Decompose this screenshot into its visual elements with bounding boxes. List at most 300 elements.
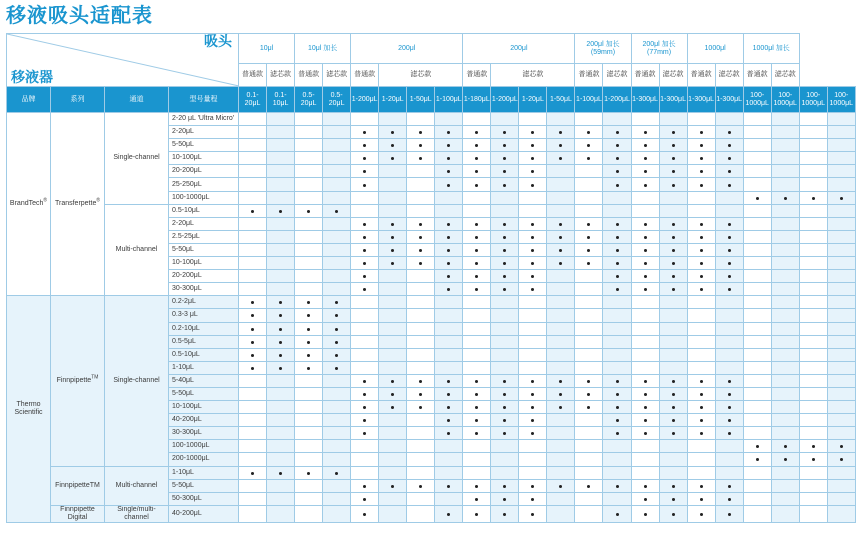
compat-cell (547, 374, 575, 387)
tip-subtype-header: 滤芯款 (603, 64, 631, 87)
tip-group-header: 200μl 加长 (77mm) (631, 34, 687, 64)
compat-cell (631, 361, 659, 374)
compatible-dot-icon (644, 513, 647, 516)
compat-cell (603, 270, 631, 283)
compat-cell (659, 309, 687, 322)
compat-cell (351, 466, 379, 479)
compat-cell (799, 309, 827, 322)
tip-group-header: 1000μl 加长 (743, 34, 799, 64)
compatible-dot-icon (503, 380, 506, 383)
compatible-dot-icon (503, 131, 506, 134)
compatible-dot-icon (447, 406, 450, 409)
compat-cell (603, 126, 631, 139)
compatible-dot-icon (475, 131, 478, 134)
compat-cell (743, 126, 771, 139)
compatible-dot-icon (475, 144, 478, 147)
compat-cell (295, 217, 323, 230)
compat-cell (491, 401, 519, 414)
compat-cell (687, 139, 715, 152)
compatible-dot-icon (447, 288, 450, 291)
compatible-dot-icon (447, 170, 450, 173)
compat-cell (351, 257, 379, 270)
compatible-dot-icon (391, 262, 394, 265)
compatible-dot-icon (363, 380, 366, 383)
compat-cell (295, 270, 323, 283)
compat-cell (827, 126, 855, 139)
compat-cell (407, 113, 435, 126)
compat-cell (435, 217, 463, 230)
compat-cell (743, 492, 771, 505)
compat-cell (379, 414, 407, 427)
compat-cell (435, 165, 463, 178)
compat-cell (827, 387, 855, 400)
compat-cell (827, 165, 855, 178)
compat-cell (407, 387, 435, 400)
compat-cell (407, 204, 435, 217)
compat-cell (267, 230, 295, 243)
compat-cell (295, 387, 323, 400)
compat-cell (323, 217, 351, 230)
compat-cell (715, 178, 743, 191)
compat-cell (267, 453, 295, 466)
compat-cell (351, 414, 379, 427)
compat-cell (407, 492, 435, 505)
compat-cell (799, 152, 827, 165)
compat-cell (323, 270, 351, 283)
compat-cell (771, 191, 799, 204)
tip-subtype-header: 滤芯款 (323, 64, 351, 87)
compat-cell (435, 427, 463, 440)
compatible-dot-icon (279, 301, 282, 304)
compat-cell (715, 126, 743, 139)
compat-cell (407, 401, 435, 414)
compat-cell (715, 152, 743, 165)
compatible-dot-icon (391, 144, 394, 147)
compat-cell (771, 243, 799, 256)
tip-range-header: 1-100μL (435, 87, 463, 113)
compat-cell (491, 374, 519, 387)
compat-cell (659, 387, 687, 400)
compat-cell (491, 387, 519, 400)
compat-cell (547, 257, 575, 270)
compat-cell (407, 257, 435, 270)
compat-cell (295, 126, 323, 139)
model-range-cell: 5-50μL (169, 139, 239, 152)
compatible-dot-icon (447, 184, 450, 187)
compat-cell (463, 217, 491, 230)
compat-cell (519, 387, 547, 400)
compat-cell (407, 165, 435, 178)
compat-cell (715, 492, 743, 505)
compat-cell (603, 283, 631, 296)
compat-cell (631, 440, 659, 453)
compat-cell (659, 283, 687, 296)
compatible-dot-icon (363, 184, 366, 187)
compatible-dot-icon (559, 406, 562, 409)
compat-cell (771, 374, 799, 387)
header-row-tip-groups (7, 34, 856, 64)
compat-cell (519, 479, 547, 492)
compat-cell (575, 322, 603, 335)
compat-cell (827, 257, 855, 270)
compat-cell (379, 348, 407, 361)
compat-cell (323, 387, 351, 400)
compat-cell (827, 113, 855, 126)
compatible-dot-icon (363, 144, 366, 147)
compat-cell (491, 270, 519, 283)
compatible-dot-icon (279, 367, 282, 370)
compatible-dot-icon (700, 380, 703, 383)
table-row (7, 113, 856, 126)
compatible-dot-icon (531, 236, 534, 239)
compatible-dot-icon (672, 513, 675, 516)
channel-cell: Single-channel (105, 296, 169, 466)
compat-cell (463, 505, 491, 522)
compat-cell (715, 427, 743, 440)
compatible-dot-icon (447, 131, 450, 134)
compat-cell (799, 139, 827, 152)
compat-cell (491, 492, 519, 505)
compatible-dot-icon (559, 485, 562, 488)
compatible-dot-icon (531, 498, 534, 501)
series-cell (51, 113, 105, 296)
compat-cell (743, 414, 771, 427)
compatible-dot-icon (335, 341, 338, 344)
compat-cell (687, 387, 715, 400)
compat-cell (799, 492, 827, 505)
compatible-dot-icon (587, 236, 590, 239)
compat-cell (715, 296, 743, 309)
compatible-dot-icon (475, 275, 478, 278)
compat-cell (295, 361, 323, 374)
compatible-dot-icon (700, 406, 703, 409)
compat-cell (743, 427, 771, 440)
compatible-dot-icon (391, 249, 394, 252)
compatible-dot-icon (251, 328, 254, 331)
compat-cell (771, 427, 799, 440)
compatible-dot-icon (812, 197, 815, 200)
compat-cell (575, 348, 603, 361)
tip-group-header: 200μl 加长 (59mm) (575, 34, 631, 64)
compat-cell (575, 309, 603, 322)
compat-cell (463, 466, 491, 479)
compat-cell (323, 335, 351, 348)
compat-cell (379, 139, 407, 152)
compatible-dot-icon (531, 406, 534, 409)
compat-cell (631, 126, 659, 139)
compat-cell (435, 296, 463, 309)
compat-cell (407, 309, 435, 322)
brand-reg-mark: ® (43, 197, 48, 204)
compat-cell (827, 361, 855, 374)
compat-cell (323, 348, 351, 361)
compat-cell (435, 361, 463, 374)
compat-cell (603, 322, 631, 335)
compat-cell (267, 243, 295, 256)
compatible-dot-icon (728, 380, 731, 383)
compatible-dot-icon (307, 341, 310, 344)
compat-cell (435, 204, 463, 217)
compat-cell (743, 243, 771, 256)
compat-cell (603, 296, 631, 309)
compat-cell (295, 165, 323, 178)
compatible-dot-icon (503, 184, 506, 187)
compatible-dot-icon (363, 513, 366, 516)
compat-cell (743, 335, 771, 348)
compat-cell (435, 309, 463, 322)
compat-cell (743, 348, 771, 361)
compat-cell (379, 322, 407, 335)
compat-cell (715, 466, 743, 479)
compat-cell (463, 492, 491, 505)
compat-cell (631, 257, 659, 270)
tip-range-header: 1-20μL (379, 87, 407, 113)
compat-cell (659, 204, 687, 217)
compatible-dot-icon (672, 380, 675, 383)
compat-cell (659, 296, 687, 309)
compat-cell (267, 178, 295, 191)
compat-cell (463, 152, 491, 165)
compatible-dot-icon (616, 393, 619, 396)
compat-cell (631, 204, 659, 217)
compat-cell (715, 453, 743, 466)
compatible-dot-icon (475, 485, 478, 488)
compatible-dot-icon (447, 432, 450, 435)
compat-cell (267, 361, 295, 374)
compat-cell (799, 335, 827, 348)
compat-cell (659, 361, 687, 374)
compat-cell (603, 191, 631, 204)
compat-cell (603, 492, 631, 505)
compat-cell (379, 126, 407, 139)
compat-cell (407, 466, 435, 479)
compatible-dot-icon (419, 393, 422, 396)
compat-cell (295, 113, 323, 126)
compatible-dot-icon (644, 131, 647, 134)
compat-cell (575, 335, 603, 348)
compat-cell (659, 479, 687, 492)
compat-cell (715, 387, 743, 400)
compatible-dot-icon (672, 184, 675, 187)
compat-cell (687, 492, 715, 505)
compatible-dot-icon (419, 485, 422, 488)
compatible-dot-icon (728, 432, 731, 435)
tip-range-header: 0.1-10μL (267, 87, 295, 113)
tip-range-header: 1-300μL (659, 87, 687, 113)
compat-cell (771, 440, 799, 453)
compat-cell (687, 322, 715, 335)
compatible-dot-icon (363, 249, 366, 252)
compat-cell (631, 322, 659, 335)
compat-cell (295, 348, 323, 361)
compat-cell (799, 191, 827, 204)
compat-cell (407, 152, 435, 165)
model-range-cell: 10-100μL (169, 152, 239, 165)
compat-cell (463, 335, 491, 348)
compat-cell (603, 374, 631, 387)
compatible-dot-icon (279, 314, 282, 317)
compat-cell (827, 374, 855, 387)
column-header: 品牌 (7, 87, 51, 113)
compat-cell (351, 217, 379, 230)
compat-cell (407, 361, 435, 374)
compat-cell (771, 309, 799, 322)
compat-cell (435, 230, 463, 243)
compat-cell (267, 309, 295, 322)
compat-cell (267, 401, 295, 414)
compat-cell (463, 322, 491, 335)
compat-cell (799, 270, 827, 283)
compatible-dot-icon (531, 380, 534, 383)
compat-cell (659, 243, 687, 256)
compatible-dot-icon (728, 262, 731, 265)
compatible-dot-icon (335, 354, 338, 357)
compat-cell (295, 479, 323, 492)
compat-cell (351, 374, 379, 387)
compat-cell (323, 204, 351, 217)
compat-cell (547, 152, 575, 165)
compat-cell (631, 374, 659, 387)
compat-cell (379, 309, 407, 322)
compat-cell (491, 204, 519, 217)
compat-cell (743, 505, 771, 522)
compat-cell (463, 283, 491, 296)
compat-cell (771, 453, 799, 466)
table-row (7, 466, 856, 479)
model-range-cell: 40-200μL (169, 414, 239, 427)
series-cell (51, 505, 105, 522)
compat-cell (463, 361, 491, 374)
compat-cell (771, 217, 799, 230)
compatible-dot-icon (728, 249, 731, 252)
compat-cell (239, 152, 267, 165)
compat-cell (379, 401, 407, 414)
compat-cell (407, 427, 435, 440)
compat-cell (547, 126, 575, 139)
compat-cell (463, 296, 491, 309)
compatible-dot-icon (419, 144, 422, 147)
compat-cell (547, 178, 575, 191)
compat-cell (771, 296, 799, 309)
compat-cell (463, 387, 491, 400)
compatible-dot-icon (672, 393, 675, 396)
compatible-dot-icon (700, 236, 703, 239)
compat-cell (267, 296, 295, 309)
compat-cell (687, 505, 715, 522)
compat-cell (491, 178, 519, 191)
compat-cell (659, 335, 687, 348)
compat-cell (407, 178, 435, 191)
compat-cell (771, 322, 799, 335)
compat-cell (743, 165, 771, 178)
compat-cell (295, 243, 323, 256)
compat-cell (295, 139, 323, 152)
compatible-dot-icon (531, 393, 534, 396)
model-range-cell: 1-10μL (169, 361, 239, 374)
compat-cell (239, 178, 267, 191)
compatible-dot-icon (503, 223, 506, 226)
compat-cell (519, 348, 547, 361)
compat-cell (659, 374, 687, 387)
compat-cell (435, 270, 463, 283)
compat-cell (407, 191, 435, 204)
compat-cell (659, 270, 687, 283)
tip-subtype-header: 滤芯款 (659, 64, 687, 87)
tip-axis-label: 吸头 (204, 34, 232, 50)
tip-range-header: 0.1-20μL (239, 87, 267, 113)
compatible-dot-icon (559, 236, 562, 239)
compat-cell (463, 453, 491, 466)
model-range-cell: 10-100μL (169, 401, 239, 414)
compatible-dot-icon (756, 458, 759, 461)
compat-cell (659, 505, 687, 522)
compat-cell (687, 374, 715, 387)
compatible-dot-icon (531, 144, 534, 147)
tip-subtype-header: 滤芯款 (715, 64, 743, 87)
compat-cell (239, 283, 267, 296)
compatible-dot-icon (531, 170, 534, 173)
compat-cell (547, 204, 575, 217)
compat-cell (435, 322, 463, 335)
model-range-cell: 5-40μL (169, 374, 239, 387)
compatible-dot-icon (728, 131, 731, 134)
compat-cell (827, 283, 855, 296)
compat-cell (687, 414, 715, 427)
series-cell (51, 466, 105, 505)
compat-cell (351, 191, 379, 204)
compat-cell (631, 165, 659, 178)
compat-cell (547, 296, 575, 309)
compat-cell (715, 440, 743, 453)
tip-subtype-header: 普通款 (575, 64, 603, 87)
compat-cell (239, 361, 267, 374)
tip-range-header: 100-1000μL (771, 87, 799, 113)
compat-cell (519, 270, 547, 283)
compat-cell (659, 165, 687, 178)
compat-cell (407, 217, 435, 230)
compat-cell (603, 427, 631, 440)
compat-cell (687, 309, 715, 322)
compat-cell (267, 387, 295, 400)
compat-cell (491, 191, 519, 204)
compat-cell (323, 139, 351, 152)
compat-cell (323, 401, 351, 414)
compat-cell (491, 230, 519, 243)
tip-subtype-header: 普通款 (687, 64, 715, 87)
compat-cell (407, 296, 435, 309)
compat-cell (603, 401, 631, 414)
compat-cell (659, 453, 687, 466)
model-range-cell: 0.5-10μL (169, 204, 239, 217)
compatible-dot-icon (531, 419, 534, 422)
compatible-dot-icon (251, 367, 254, 370)
compat-cell (463, 270, 491, 283)
compatible-dot-icon (307, 301, 310, 304)
compatible-dot-icon (616, 131, 619, 134)
compat-cell (827, 427, 855, 440)
tip-subtype-header: 滤芯款 (771, 64, 799, 87)
compatible-dot-icon (419, 223, 422, 226)
compat-cell (323, 126, 351, 139)
compatible-dot-icon (419, 131, 422, 134)
compat-cell (267, 440, 295, 453)
compat-cell (659, 440, 687, 453)
compat-cell (295, 440, 323, 453)
compatible-dot-icon (503, 513, 506, 516)
compat-cell (575, 296, 603, 309)
compatible-dot-icon (587, 485, 590, 488)
column-header: 型号量程 (169, 87, 239, 113)
